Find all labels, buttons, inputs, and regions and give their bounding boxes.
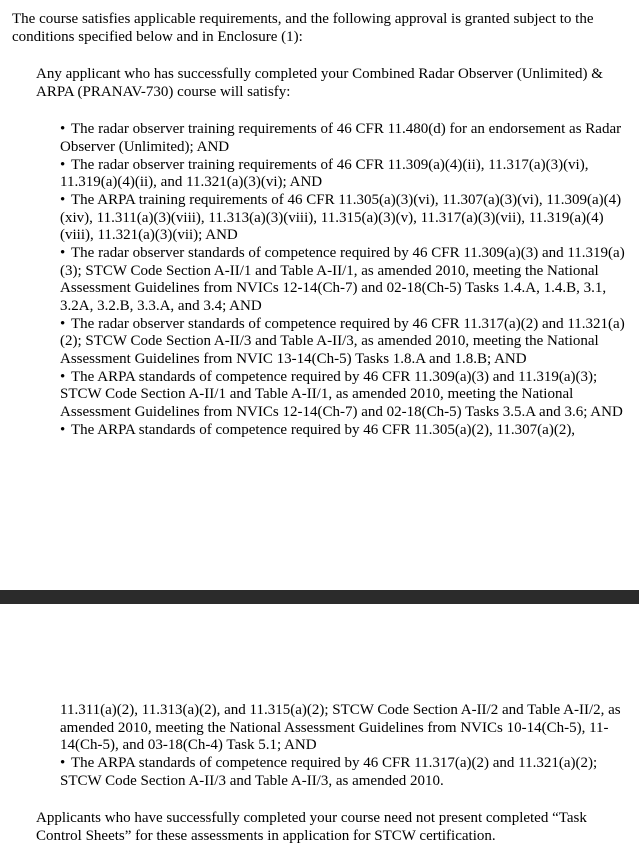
list-item-text: The radar observer training requirements of 46 CFR 11.480(d) for an endorsement as Radar Observer (Unlimited); AND	[60, 121, 622, 155]
requirements-list	[60, 121, 625, 440]
list-item-continuation: 11.311(a)(2), 11.313(a)(2), and 11.315(a)(2); STCW Code Section A-II/2 and Table A-II/2, as amended 2010, meeting the National Assessment Guidelines from NVICs 10-14(Ch-5), 11-14(Ch-5), and 03-18(Ch-4) Task 5.1; AND	[60, 702, 621, 753]
requirements-list-continued	[60, 702, 625, 791]
list-item	[60, 192, 625, 245]
list-item	[60, 157, 625, 192]
list-item	[60, 121, 625, 156]
list-item-text: The ARPA training requirements of 46 CFR 11.305(a)(3)(vi), 11.307(a)(3)(vi), 11.309(a)(4)(xiv), 11.311(a)(3)(viii), 11.313(a)(3)(viii), 11.315(a)(3)(v), 11.317(a)(3)(vii), 11.319(a)(4)(viii), 11.321(a)(3)(vii); AND	[60, 192, 622, 243]
list-item	[60, 316, 625, 369]
list-item-text: The ARPA standards of competence required by 46 CFR 11.317(a)(2) and 11.321(a)(2); STCW Code Section A-II/3 and Table A-II/3, as amended 2010.	[60, 755, 598, 789]
list-item-text: The ARPA standards of competence required by 46 CFR 11.309(a)(3) and 11.319(a)(3); STCW Code Section A-II/1 and Table A-II/1, as amended 2010, meeting the National Assessment Guidelines from NVICs 12-14(Ch-7) and 02-18(Ch-5) Tasks 3.5.A and 3.6; AND	[60, 368, 623, 420]
bullet-icon: •	[60, 245, 66, 261]
closing-paragraph: Applicants who have successfully completed your course need not present completed “Task Control Sheets” for these assessments in application for STCW certification.	[36, 810, 587, 844]
list-item-text: The radar observer training requirements of 46 CFR 11.309(a)(4)(ii), 11.317(a)(3)(vi), 11.319(a)(4)(ii), and 11.321(a)(3)(vi); AND	[60, 156, 589, 190]
lead-paragraph: Any applicant who has successfully completed your Combined Radar Observer (Unlimited) & ARPA (PRANAV-730) course will satisfy:	[36, 66, 603, 100]
bullet-icon: •	[60, 421, 66, 438]
list-item	[60, 755, 625, 790]
list-item	[60, 369, 625, 422]
bullet-icon: •	[60, 368, 66, 385]
bullet-icon: •	[60, 192, 66, 208]
bullet-icon: •	[60, 156, 66, 173]
bullet-icon: •	[60, 121, 66, 137]
list-item-text: The radar observer standards of competence required by 46 CFR 11.309(a)(3) and 11.319(a)(3); STCW Code Section A-II/1 and Table A-II/1, as amended 2010, meeting the National Assessment Guidelines from NVICs 12-14(Ch-7) and 02-18(Ch-5) Tasks 1.4.A, 1.4.B, 3.1, 3.2A, 3.2.B, 3.3.A, and 3.4; AND	[60, 245, 625, 314]
list-item	[60, 245, 625, 315]
bullet-icon: •	[60, 315, 66, 332]
list-item	[60, 422, 625, 440]
page-break-divider	[0, 590, 639, 604]
list-item-text: The radar observer standards of competence required by 46 CFR 11.317(a)(2) and 11.321(a)(2); STCW Code Section A-II/3 and Table A-II/3, as amended 2010, meeting the National Assessment Guidelines from NVIC 13-14(Ch-5) Tasks 1.8.A and 1.8.B; AND	[60, 315, 625, 367]
intro-paragraph: The course satisfies applicable requirements, and the following approval is granted subject to the conditions specified below and in Enclosure (1):	[12, 11, 594, 45]
bullet-icon: •	[60, 755, 66, 771]
document-page-bottom	[0, 604, 639, 851]
list-item-text: The ARPA standards of competence required by 46 CFR 11.305(a)(2), 11.307(a)(2),	[71, 421, 576, 438]
